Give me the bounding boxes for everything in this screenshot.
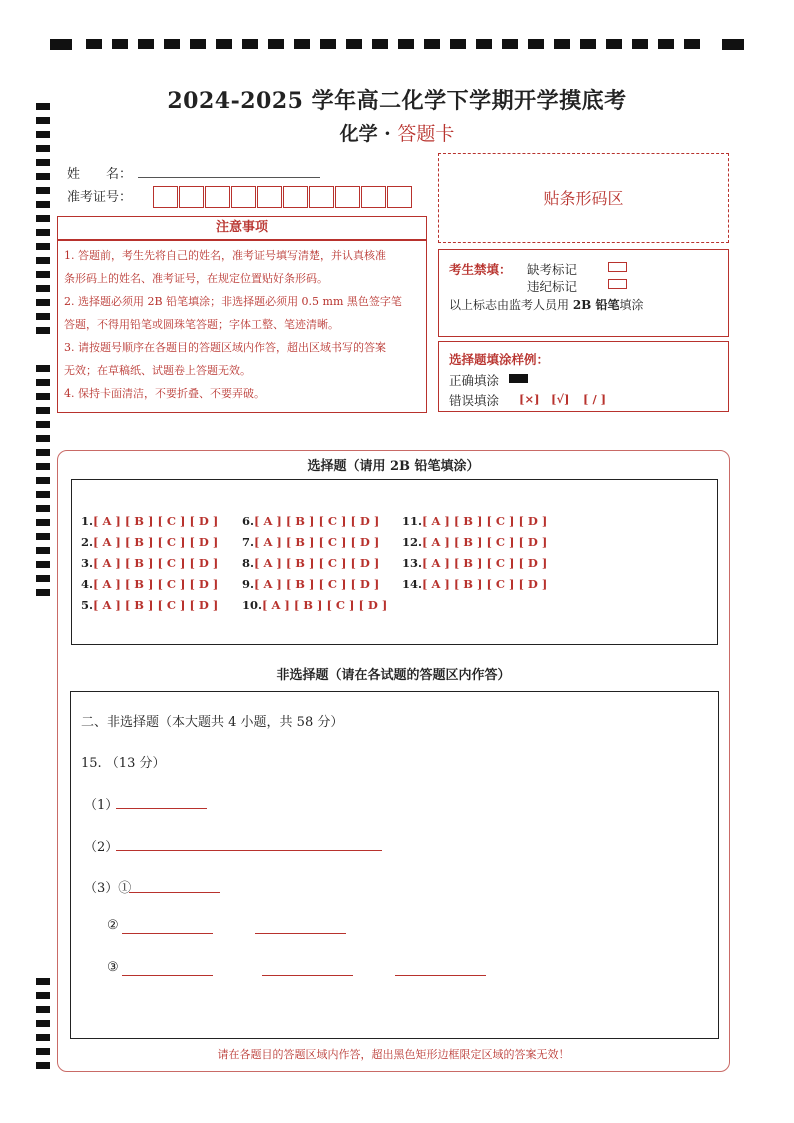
nonchoice-section-title: 非选择题（请在各试题的答题区内作答）	[276, 668, 511, 683]
nonchoice-section-heading: 二、非选择题（本大题共 4 小题，共 58 分）	[81, 715, 344, 730]
choice-row-14[interactable]	[402, 577, 547, 591]
exam-id-box[interactable]	[153, 186, 178, 208]
fill-example-title: 选择题填涂样例：	[449, 352, 550, 367]
notice-line: 2. 选择题必须用 2B 铅笔填涂；非选择题必须用 0.5 mm 黑色签字笔	[64, 295, 402, 308]
question-number: 14.	[402, 577, 423, 591]
exam-id-box[interactable]	[335, 186, 360, 208]
answer-blank-3-3b[interactable]	[262, 974, 353, 976]
answer-blank-3-3a[interactable]	[122, 974, 213, 976]
choice-row-1[interactable]	[81, 514, 218, 528]
notice-line: 无效；在草稿纸、试题卷上答题无效。	[64, 364, 251, 377]
question-number: 13.	[402, 556, 423, 570]
option-bubbles[interactable]: [ A ] [ B ] [ C ] [ D ]	[93, 535, 219, 549]
option-bubbles[interactable]: [ A ] [ B ] [ C ] [ D ]	[254, 514, 380, 528]
page-subtitle	[0, 119, 794, 146]
prohibit-title: 考生禁填：	[449, 262, 512, 277]
prohibit-note-bold: 2B 铅笔	[572, 298, 620, 312]
notice-line: 4. 保持卡面清洁，不要折叠、不要弄破。	[64, 387, 265, 400]
choice-row-12[interactable]	[402, 535, 547, 549]
question-number: 2.	[81, 535, 94, 549]
question-number: 1.	[81, 514, 94, 528]
exam-id-box[interactable]	[257, 186, 282, 208]
violation-mark-box[interactable]	[608, 279, 627, 289]
option-bubbles[interactable]: [ A ] [ B ] [ C ] [ D ]	[93, 598, 219, 612]
prohibit-box	[438, 249, 729, 337]
part-1-label: （1）	[84, 798, 119, 813]
choice-section-title: 选择题（请用 2B 铅笔填涂）	[307, 459, 480, 474]
wrong-mark-slash: [ / ]	[583, 392, 607, 406]
notice-header	[57, 216, 427, 240]
answer-blank-1[interactable]	[116, 807, 207, 809]
wrong-mark-check: [√]	[551, 392, 570, 406]
choice-row-10[interactable]	[242, 598, 387, 612]
correct-fill-label: 正确填涂	[449, 373, 500, 388]
choice-row-9[interactable]	[242, 577, 379, 591]
violation-mark-label: 违纪标记	[527, 279, 578, 294]
question-number: 12.	[402, 535, 423, 549]
option-bubbles[interactable]: [ A ] [ B ] [ C ] [ D ]	[422, 556, 548, 570]
answer-blank-3-3c[interactable]	[395, 974, 486, 976]
part-3-sub-3-label: ③	[107, 960, 119, 975]
question-15-label: 15. （13 分）	[81, 756, 166, 771]
absent-mark-label: 缺考标记	[527, 262, 578, 277]
question-number: 8.	[242, 556, 255, 570]
exam-id-box[interactable]	[179, 186, 204, 208]
option-bubbles[interactable]: [ A ] [ B ] [ C ] [ D ]	[93, 556, 219, 570]
question-number: 4.	[81, 577, 94, 591]
absent-mark-box[interactable]	[608, 262, 627, 272]
exam-id-box[interactable]	[387, 186, 412, 208]
option-bubbles[interactable]: [ A ] [ B ] [ C ] [ D ]	[254, 556, 380, 570]
option-bubbles[interactable]: [ A ] [ B ] [ C ] [ D ]	[254, 577, 380, 591]
notice-line: 3. 请按题号顺序在各题目的答题区域内作答，超出区域书写的答案	[64, 341, 386, 354]
choice-row-6[interactable]	[242, 514, 379, 528]
option-bubbles[interactable]: [ A ] [ B ] [ C ] [ D ]	[254, 535, 380, 549]
part-3-label: （3）①	[84, 881, 132, 896]
notice-line: 1. 答题前，考生先将自己的姓名，准考证号填写清楚，并认真核准	[64, 249, 386, 262]
choice-row-5[interactable]	[81, 598, 218, 612]
prohibit-note	[449, 296, 644, 313]
page-title: 2024-2025 学年高二化学下学期开学摸底考	[167, 88, 627, 114]
exam-id-box[interactable]	[361, 186, 386, 208]
name-input-line[interactable]	[138, 177, 320, 178]
exam-id-box[interactable]	[283, 186, 308, 208]
question-number: 3.	[81, 556, 94, 570]
choice-row-4[interactable]	[81, 577, 218, 591]
barcode-area[interactable]	[438, 153, 729, 243]
option-bubbles[interactable]: [ A ] [ B ] [ C ] [ D ]	[422, 514, 548, 528]
nonchoice-answer-box	[70, 691, 719, 1039]
question-number: 9.	[242, 577, 255, 591]
question-number: 11.	[402, 514, 423, 528]
choice-row-7[interactable]	[242, 535, 379, 549]
choice-row-3[interactable]	[81, 556, 218, 570]
answer-blank-2[interactable]	[116, 849, 382, 851]
exam-id-box[interactable]	[205, 186, 230, 208]
notice-line: 条形码上的姓名、准考证号，在规定位置贴好条形码。	[64, 272, 328, 285]
subtitle-answer-card: 答题卡	[397, 123, 455, 145]
barcode-label: 贴条形码区	[543, 189, 624, 208]
exam-id-boxes	[153, 186, 412, 208]
choice-row-8[interactable]	[242, 556, 379, 570]
correct-fill-mark	[509, 374, 528, 383]
choice-row-11[interactable]	[402, 514, 547, 528]
subtitle-prefix: 化学 ·	[339, 123, 398, 145]
question-number: 7.	[242, 535, 255, 549]
option-bubbles[interactable]: [ A ] [ B ] [ C ] [ D ]	[262, 598, 388, 612]
option-bubbles[interactable]: [ A ] [ B ] [ C ] [ D ]	[93, 577, 219, 591]
notice-title: 注意事项	[215, 220, 268, 235]
wrong-fill-label: 错误填涂	[449, 393, 500, 408]
footer-warning: 请在各题目的答题区域内作答，超出黑色矩形边框限定区域的答案无效！	[217, 1048, 570, 1061]
question-number: 5.	[81, 598, 94, 612]
question-number: 6.	[242, 514, 255, 528]
exam-id-box[interactable]	[309, 186, 334, 208]
part-3-sub-2-label: ②	[107, 918, 119, 933]
prohibit-note-pre: 以上标志由监考人员用	[449, 298, 573, 312]
part-2-label: （2）	[84, 840, 119, 855]
exam-id-label: 准考证号：	[67, 190, 133, 205]
name-label: 姓 名：	[67, 167, 133, 182]
option-bubbles[interactable]: [ A ] [ B ] [ C ] [ D ]	[422, 535, 548, 549]
notice-line: 答题，不得用铅笔或圆珠笔答题；字体工整、笔迹清晰。	[64, 318, 339, 331]
fill-example-box	[438, 341, 729, 412]
prohibit-note-post: 填涂	[619, 298, 644, 312]
answer-blank-3-2b[interactable]	[255, 932, 346, 934]
wrong-mark-cross: [×]	[519, 392, 540, 406]
choice-row-2[interactable]	[81, 535, 218, 549]
choice-row-13[interactable]	[402, 556, 547, 570]
exam-id-box[interactable]	[231, 186, 256, 208]
question-number: 10.	[242, 598, 263, 612]
answer-blank-3-1[interactable]	[129, 891, 220, 893]
notice-box	[57, 240, 427, 413]
option-bubbles[interactable]: [ A ] [ B ] [ C ] [ D ]	[422, 577, 548, 591]
answer-blank-3-2a[interactable]	[122, 932, 213, 934]
option-bubbles[interactable]: [ A ] [ B ] [ C ] [ D ]	[93, 514, 219, 528]
